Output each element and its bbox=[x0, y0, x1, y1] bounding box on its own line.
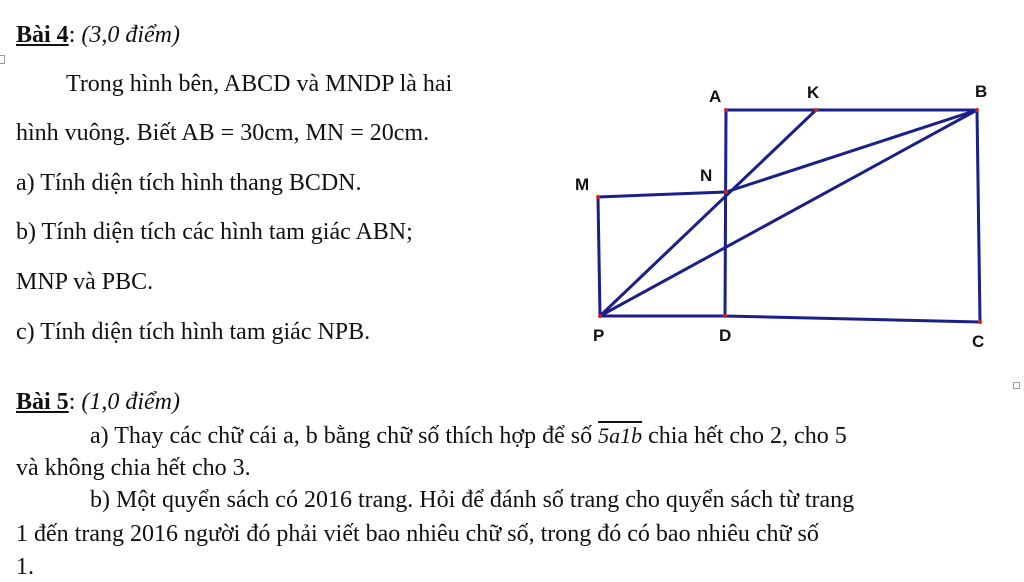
bai4-heading: Bài 4: (3,0 điểm) bbox=[16, 22, 180, 48]
segment-MN bbox=[598, 192, 726, 197]
bai4-title: Bài 4 bbox=[16, 22, 69, 48]
bai4-part-b2: MNP và PBC. bbox=[16, 269, 154, 295]
label-C: C bbox=[972, 332, 985, 351]
bai5-a-post: chia hết cho 2, cho 5 bbox=[648, 423, 847, 449]
geometry-figure bbox=[560, 70, 1010, 360]
bai4-part-a: a) Tính diện tích hình thang BCDN. bbox=[16, 170, 362, 196]
bai5-part-a bbox=[90, 422, 847, 450]
segment-PB bbox=[600, 110, 977, 316]
bai5-title: Bài 5 bbox=[16, 389, 69, 415]
label-K: K bbox=[807, 83, 820, 102]
point-D bbox=[723, 314, 727, 318]
point-P bbox=[598, 314, 602, 318]
point-M bbox=[596, 195, 600, 199]
point-K bbox=[814, 108, 818, 112]
label-N: N bbox=[700, 166, 713, 185]
segment-MP bbox=[598, 197, 600, 316]
segment-DC bbox=[725, 316, 980, 322]
figure-lines bbox=[598, 110, 980, 322]
point-N bbox=[724, 190, 728, 194]
label-P: P bbox=[593, 326, 605, 345]
bai4-line1: Trong hình bên, ABCD và MNDP là hai bbox=[66, 71, 453, 97]
bai5-a-line2: và không chia hết cho 3. bbox=[16, 455, 251, 481]
bai4-line2: hình vuông. Biết AB = 30cm, MN = 20cm. bbox=[16, 120, 430, 146]
segment-AD bbox=[725, 110, 726, 316]
bai5-points: (1,0 điểm) bbox=[81, 389, 180, 415]
bai5-b-line3: 1. bbox=[16, 554, 34, 580]
segment-PK bbox=[600, 110, 816, 316]
right-margin-marker bbox=[1013, 382, 1020, 389]
bai5-a-pre: a) Thay các chữ cái a, b bằng chữ số thích hợp để số bbox=[90, 423, 593, 449]
bai4-part-c: c) Tính diện tích hình tam giác NPB. bbox=[16, 319, 371, 345]
bai5-a-number: 5a1b bbox=[598, 423, 643, 448]
point-B bbox=[975, 108, 979, 112]
label-D: D bbox=[719, 326, 732, 345]
label-B: B bbox=[975, 82, 988, 101]
bai5-heading: Bài 5: (1,0 điểm) bbox=[16, 389, 180, 415]
bai4-points: (3,0 điểm) bbox=[81, 22, 180, 48]
point-A bbox=[724, 108, 728, 112]
left-margin-marker bbox=[0, 55, 5, 64]
segment-BC bbox=[977, 110, 980, 322]
label-A: A bbox=[709, 87, 722, 106]
bai5-b-line2: 1 đến trang 2016 người đó phải viết bao nhiêu chữ số, trong đó có bao nhiêu chữ số bbox=[16, 521, 819, 547]
label-M: M bbox=[575, 175, 590, 194]
bai4-part-b1: b) Tính diện tích các hình tam giác ABN; bbox=[16, 219, 413, 245]
bai5-b-line1: b) Một quyển sách có 2016 trang. Hỏi để đánh số trang cho quyển sách từ trang bbox=[90, 487, 855, 513]
point-C bbox=[978, 320, 982, 324]
